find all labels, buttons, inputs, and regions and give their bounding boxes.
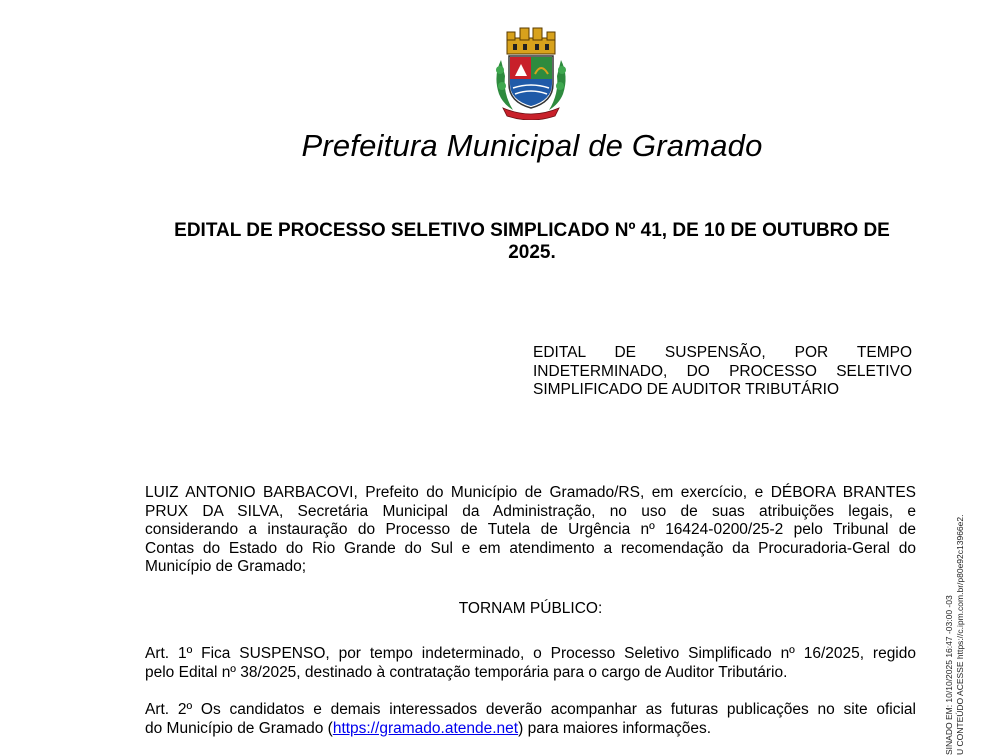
- motto-ribbon: [503, 108, 559, 120]
- digital-signature-stamp: [944, 470, 970, 755]
- ementa: [533, 344, 912, 400]
- article-line: Art. 2º Os candidatos e demais interessados deverão acompanhar as futuras publicações no site oficial: [145, 701, 916, 718]
- shield: [509, 56, 553, 108]
- edital-title-line: EDITAL DE PROCESSO SELETIVO SIMPLICADO Nº 41, DE 10 DE OUTUBRO DE: [174, 220, 890, 241]
- article-1: [145, 645, 916, 682]
- preamble-line: Município de Gramado;: [145, 558, 307, 575]
- article-2: [145, 701, 916, 738]
- article-line: [145, 720, 916, 739]
- signature-stamp-line: SINADO EM: 10/10/2025 16:47 -03:00 -03: [944, 595, 954, 755]
- edital-title-line: 2025.: [508, 242, 556, 263]
- ementa-line: EDITAL DE SUSPENSÃO, POR TEMPO: [533, 344, 912, 361]
- preamble-line: LUIZ ANTONIO BARBACOVI, Prefeito do Município de Gramado/RS, em exercício, e DÉBORA BRANTES: [145, 484, 916, 501]
- signature-stamp-line: U CONTEÚDO ACESSE https://c.ipm.com.br/p80e92c13966e2.: [955, 514, 965, 755]
- preamble-line: considerando a instauração do Processo de Tutela de Urgência nº 16424-0200/25-2 pelo Tribunal de: [145, 521, 916, 538]
- website-link[interactable]: https://gramado.atende.net: [332, 719, 519, 737]
- ementa-line: SIMPLIFICADO DE AUDITOR TRIBUTÁRIO: [533, 381, 840, 398]
- preamble-line: PRUX DA SILVA, Secretária Municipal da Administração, no uso de suas atribuições legais, e: [145, 502, 916, 520]
- ementa-line: INDETERMINADO, DO PROCESSO SELETIVO: [533, 362, 912, 380]
- signature-stamp-text: [944, 515, 966, 755]
- tornam-publico-heading: TORNAM PÚBLICO:: [458, 600, 603, 617]
- preamble-paragraph: [145, 484, 916, 577]
- page-title: Prefeitura Municipal de Gramado: [301, 128, 763, 163]
- article-line: Art. 1º Fica SUSPENSO, por tempo indeterminado, o Processo Seletivo Simplificado nº 16/2025, regido: [145, 645, 916, 662]
- mural-crown: [507, 28, 555, 54]
- municipal-crest-icon: [493, 24, 569, 120]
- edital-title: [146, 220, 918, 264]
- article-text: do Município de Gramado (: [145, 719, 333, 737]
- preamble-line: Contas do Estado do Rio Grande do Sul e em atendimento a recomendação da Procuradoria-Geral do: [145, 539, 916, 557]
- article-line: pelo Edital nº 38/2025, destinado à contratação temporária para o cargo de Auditor Tributário.: [145, 663, 788, 681]
- article-text: ) para maiores informações.: [518, 719, 712, 737]
